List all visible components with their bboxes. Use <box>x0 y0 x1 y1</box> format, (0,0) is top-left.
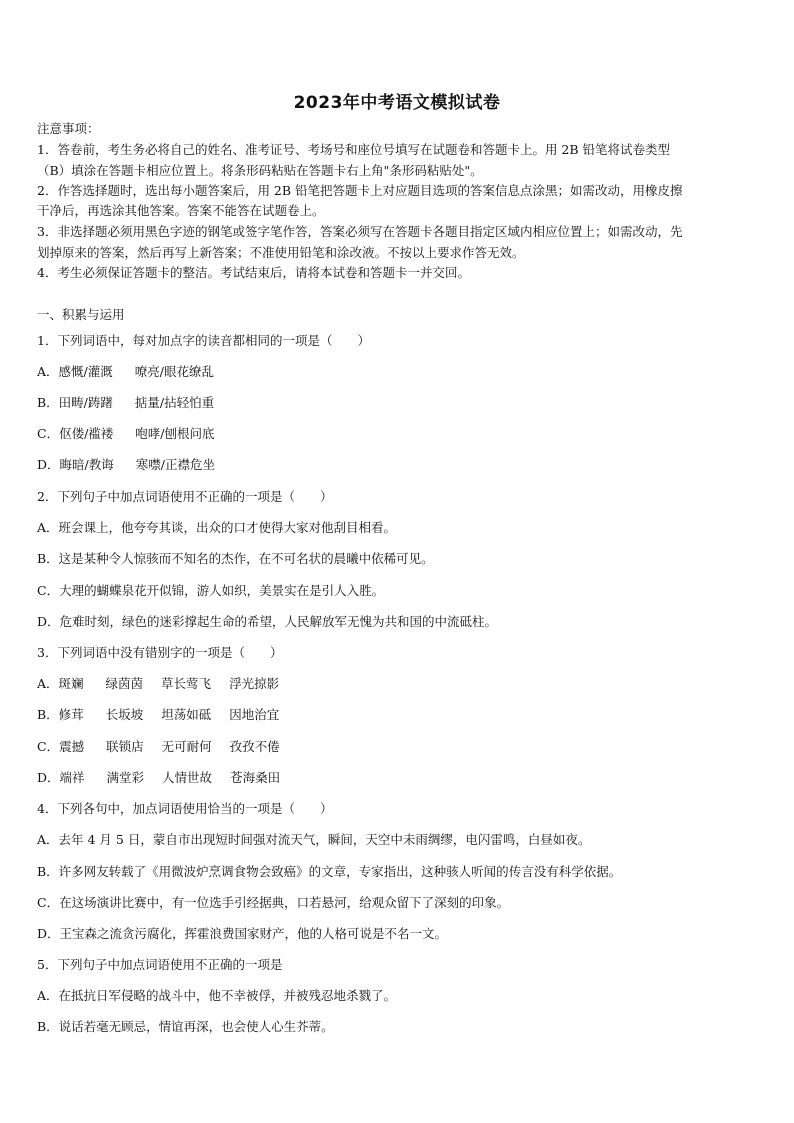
question-3-option-a <box>37 676 297 692</box>
option-word: 寒噤/正襟危坐 <box>135 457 215 472</box>
notice-line: （B）填涂在答题卡相应位置上。将条形码粘贴在答题卡右上角"条形码粘贴处"。 <box>37 163 483 178</box>
question-1-option-c <box>37 426 233 442</box>
option-word: 掂量/拈轻怕重 <box>134 395 215 410</box>
option-word: A．斑斓 <box>37 676 84 691</box>
question-1-stem: 1．下列词语中，每对加点字的读音都相同的一项是（ ） <box>37 333 370 348</box>
notice-line: 2．作答选择题时，选出每小题答案后，用 2B 铅笔把答题卡上对应题目选项的答案信息点涂黑；如需改动，用橡皮擦 <box>37 183 683 198</box>
question-2-option-c: C．大理的蝴蝶泉花开似锦，游人如织，美景实在是引人入胜。 <box>37 583 385 598</box>
option-word: 因地治宜 <box>229 707 280 722</box>
option-word: C．震撼 <box>37 739 85 754</box>
option-word: 绿茵茵 <box>105 676 144 691</box>
option-word: D．端祥 <box>37 770 85 785</box>
notice-line: 划掉原来的答案，然后再写上新答案；不准使用铅笔和涂改液。不按以上要求作答无效。 <box>37 245 525 260</box>
option-word: 浮光掠影 <box>229 676 280 691</box>
question-2-option-a: A．班会课上，他夸夸其谈，出众的口才使得大家对他刮目相看。 <box>37 520 397 535</box>
question-3-option-d <box>37 770 298 786</box>
option-word: 无可耐何 <box>161 739 212 754</box>
notice-line: 3．非选择题必须用黑色字迹的钢笔或签字笔作答，答案必须写在答题卡各题目指定区域内相应位置上；如需改动，先 <box>37 224 683 239</box>
question-3-option-c <box>37 739 298 755</box>
question-3-stem: 3．下列词语中没有错别字的一项是（ ） <box>37 645 283 660</box>
question-2-option-d: D．危难时刻，绿色的迷彩撑起生命的希望，人民解放军无愧为共和国的中流砥柱。 <box>37 614 498 629</box>
option-word: 人情世故 <box>162 770 213 785</box>
option-word: 苍海桑田 <box>230 770 281 785</box>
notice-line: 干净后，再选涂其他答案。答案不能答在试题卷上。 <box>37 203 325 218</box>
question-5-stem: 5．下列句子中加点词语使用不正确的一项是 <box>37 957 283 972</box>
question-5-option-b: B．说话若毫无顾忌，情谊再深，也会使人心生芥蒂。 <box>37 1019 334 1034</box>
question-1-option-a <box>37 364 232 380</box>
option-word: D．晦暗/教诲 <box>37 457 114 472</box>
option-word: 长坂坡 <box>105 707 144 722</box>
question-2-stem: 2．下列句子中加点词语使用不正确的一项是（ ） <box>37 489 333 504</box>
option-word: 坦荡如砥 <box>161 707 212 722</box>
option-word: 联锁店 <box>106 739 144 754</box>
option-word: 草长莺飞 <box>161 676 212 691</box>
option-word: 嘹亮/眼花缭乱 <box>134 364 214 379</box>
question-4-option-a: A．去年 4 月 5 日，蒙自市出现短时间强对流天气，瞬间，天空中未雨绸缪，电闪雷鸣，白昼如夜。 <box>37 832 591 847</box>
option-word: 孜孜不倦 <box>229 739 280 754</box>
notice-line: 4．考生必须保证答题卡的整洁。考试结束后，请将本试卷和答题卡一并交回。 <box>37 265 470 280</box>
question-4-option-c: C．在这场演讲比赛中，有一位选手引经据典，口若悬河，给观众留下了深刻的印象。 <box>37 895 510 910</box>
section-heading: 一、积累与运用 <box>37 307 125 322</box>
question-1-option-b <box>37 395 232 411</box>
option-word: 咆哮/刨根问底 <box>135 426 215 441</box>
option-word: A．感慨/灌溉 <box>37 364 113 379</box>
page-title: 2023年中考语文模拟试卷 <box>293 93 501 113</box>
notice-line: 1．答卷前，考生务必将自己的姓名、准考证号、考场号和座位号填写在试题卷和答题卡上。用 2B 铅笔将试卷类型 <box>37 142 671 157</box>
question-4-option-d: D．王宝森之流贪污腐化，挥霍浪费国家财产，他的人格可说是不名一文。 <box>37 926 448 941</box>
option-word: 满堂彩 <box>106 770 145 785</box>
question-5-option-a: A．在抵抗日军侵略的战斗中，他不幸被俘，并被残忍地杀戮了。 <box>37 988 397 1003</box>
option-word: C．伛偻/褴褛 <box>37 426 114 441</box>
question-4-stem: 4．下列各句中，加点词语使用恰当的一项是（ ） <box>37 801 333 816</box>
question-2-option-b: B．这是某种令人惊骇而不知名的杰作，在不可名状的晨曦中依稀可见。 <box>37 551 434 566</box>
question-3-option-b <box>37 707 297 723</box>
question-1-option-d <box>37 457 233 473</box>
question-4-option-b: B．许多网友转载了《用微波炉烹调食物会致癌》的文章，专家指出，这种骇人听闻的传言没有科学依据。 <box>37 864 622 879</box>
notice-heading: 注意事项： <box>37 121 100 136</box>
option-word: B．田畴/踌躇 <box>37 395 113 410</box>
option-word: B．修茸 <box>37 707 84 722</box>
